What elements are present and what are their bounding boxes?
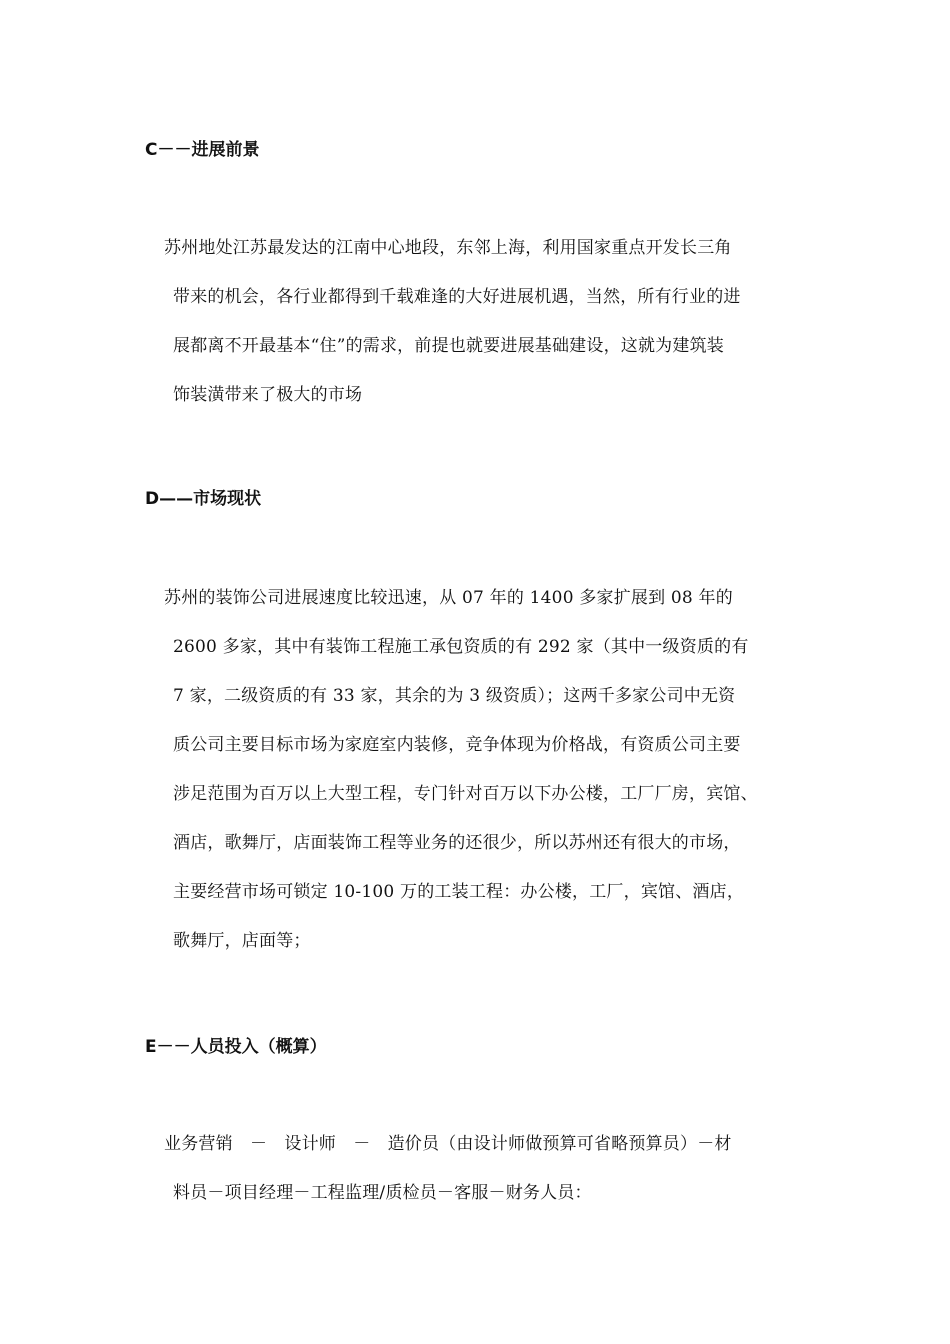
paragraph-line: 7 家，二级资质的有 33 家，其余的为 3 级资质）；这两千多家公司中无资 bbox=[173, 686, 736, 706]
section-heading-c: C－－进展前景 bbox=[145, 140, 260, 160]
section-paragraph-c bbox=[164, 224, 824, 420]
paragraph-line: 歌舞厅，店面等； bbox=[173, 931, 311, 951]
paragraph-line: 业务营销 － 设计师 － 造价员（由设计师做预算可省略预算员）－材 bbox=[164, 1134, 732, 1154]
paragraph-line: 料员－项目经理－工程监理/质检员－客服－财务人员： bbox=[173, 1183, 592, 1203]
section-paragraph-e bbox=[164, 1120, 824, 1218]
paragraph-line: 带来的机会，各行业都得到千载难逢的大好进展机遇，当然，所有行业的进 bbox=[173, 287, 741, 307]
paragraph-line: 酒店，歌舞厅，店面装饰工程等业务的还很少，所以苏州还有很大的市场， bbox=[173, 833, 741, 853]
paragraph-line: 2600 多家，其中有装饰工程施工承包资质的有 292 家（其中一级资质的有 bbox=[173, 637, 749, 657]
paragraph-line: 展都离不开最基本“住”的需求，前提也就要进展基础建设，这就为建筑装 bbox=[173, 336, 724, 356]
paragraph-line: 苏州的装饰公司进展速度比较迅速，从 07 年的 1400 多家扩展到 08 年的 bbox=[164, 588, 733, 608]
paragraph-line: 涉足范围为百万以上大型工程，专门针对百万以下办公楼，工厂厂房，宾馆、 bbox=[173, 784, 758, 804]
section-heading-e: E－－人员投入（概算） bbox=[145, 1037, 327, 1057]
section-paragraph-d bbox=[164, 574, 824, 966]
paragraph-line: 质公司主要目标市场为家庭室内装修，竞争体现为价格战，有资质公司主要 bbox=[173, 735, 741, 755]
paragraph-line: 饰装潢带来了极大的市场 bbox=[173, 385, 363, 405]
paragraph-line: 主要经营市场可锁定 10-100 万的工装工程：办公楼，工厂，宾馆、酒店， bbox=[173, 882, 745, 902]
section-heading-d: D——市场现状 bbox=[145, 489, 262, 509]
paragraph-line: 苏州地处江苏最发达的江南中心地段，东邻上海，利用国家重点开发长三角 bbox=[164, 238, 732, 258]
